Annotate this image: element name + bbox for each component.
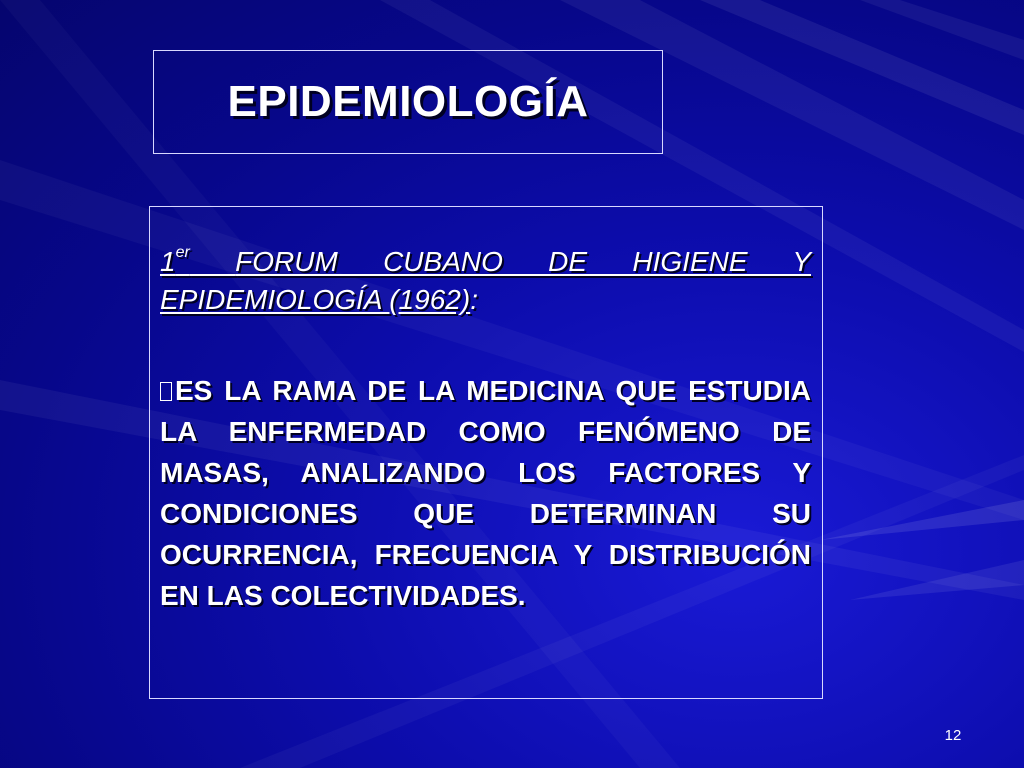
forum-title: FORUM CUBANO DE HIGIENE Y EPIDEMIOLOGÍA (1962)	[160, 246, 811, 315]
bullet-box-icon	[160, 382, 172, 401]
forum-heading	[160, 243, 811, 319]
page-number: 12	[944, 727, 962, 744]
definition-text: ES LA RAMA DE LA MEDICINA QUE ESTUDIA LA ENFERMEDAD COMO FENÓMENO DE MASAS, ANALIZANDO LOS FACTORES Y CONDICIONES QUE DETERMINAN SU OCURRENCIA, FRECUENCIA Y DISTRIBUCIÓN EN LAS COLECTIVIDADES.	[160, 375, 811, 611]
definition-bullet	[160, 370, 811, 616]
forum-suffix: :	[470, 284, 478, 315]
forum-heading-underlined	[160, 246, 811, 315]
title-box	[153, 50, 663, 154]
slide-title: EPIDEMIOLOGÍA	[227, 77, 589, 126]
forum-number: 1	[160, 246, 176, 277]
forum-superscript: er	[175, 244, 190, 261]
content-box	[149, 206, 823, 699]
